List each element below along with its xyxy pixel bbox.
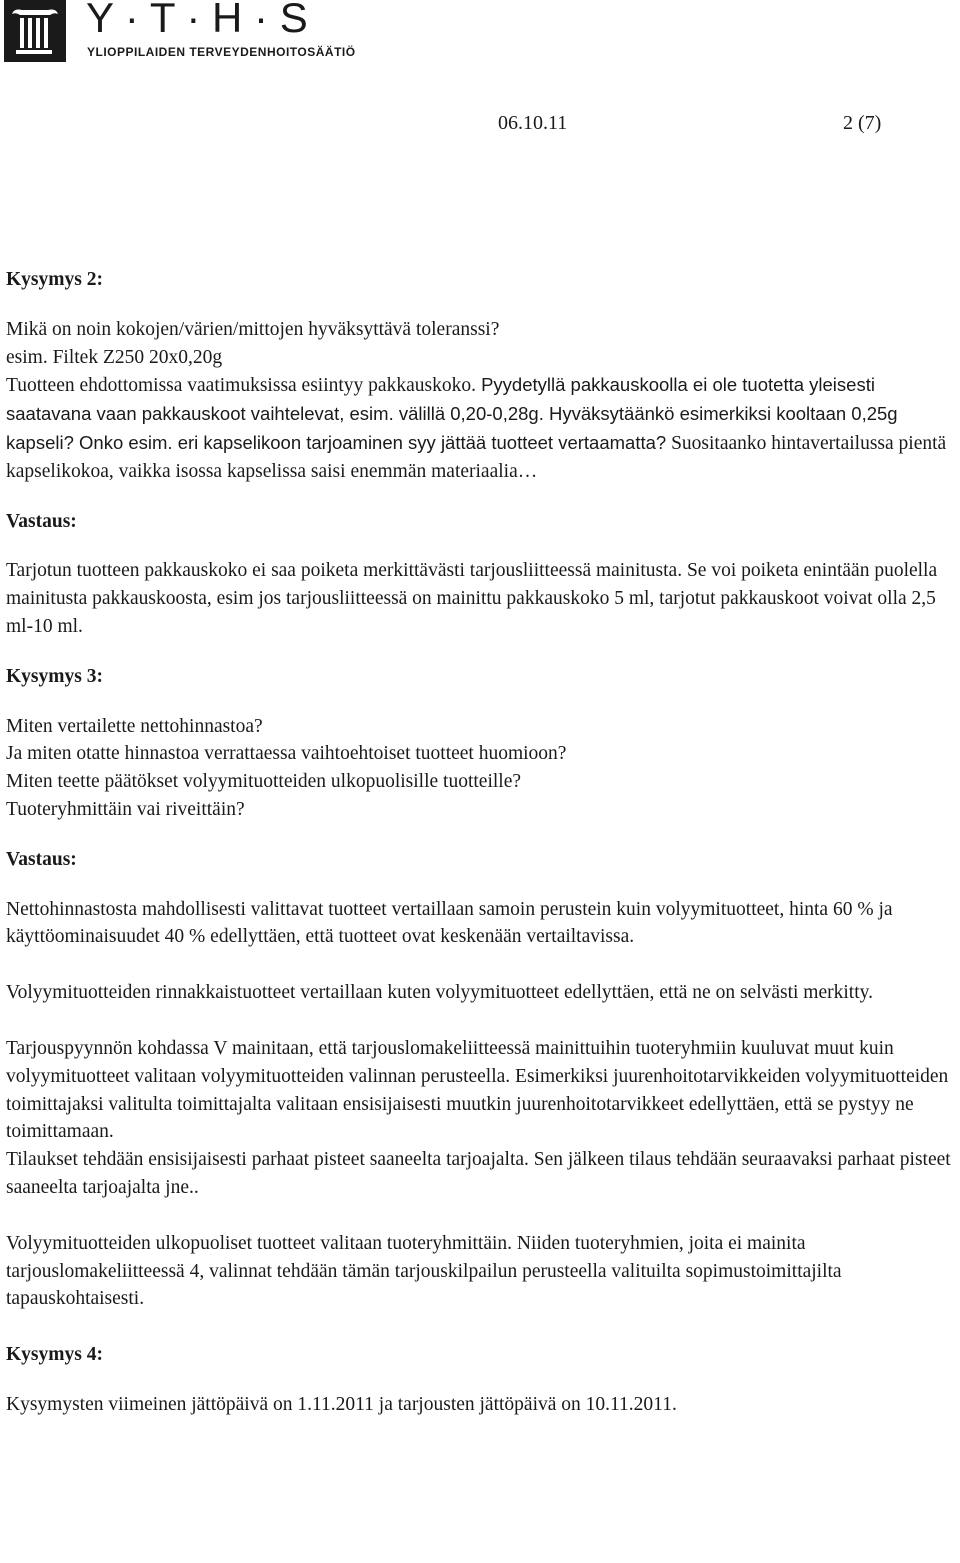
question-2-line: Suositaanko hintavertailussa pientä kapselikokoa, vaikka isossa kapselissa saisi enemmän materiaalia… bbox=[6, 432, 947, 482]
question-2-line: Mikä on noin kokojen/värien/mittojen hyväksyttävä toleranssi? bbox=[6, 318, 500, 340]
question-2-heading: Kysymys 2: bbox=[6, 269, 103, 290]
question-4-line: Kysymysten viimeinen jättöpäivä on 1.11.2011 ja tarjousten jättöpäivä on 10.11.2011. bbox=[6, 1393, 677, 1415]
answer-3-paragraph: Volyymituotteiden rinnakkaistuotteet vertaillaan kuten volyymituotteet edellyttäen, että ne on selvästi merkitty. bbox=[6, 982, 873, 1004]
page-header bbox=[498, 112, 882, 135]
document-date: 06.10.11 bbox=[498, 112, 568, 134]
answer-3-paragraph: Tarjouspyynnön kohdassa V mainitaan, että tarjouslomakeliitteessä mainittuihin tuoteryhmiin kuuluvat muut kuin volyymituotteet valitaan volyymituotteiden valinnan perusteella. Esimerkiksi juurenhoitotarvikkeiden volyymituotteiden toimittajaksi valitulta toimittajalta valitaan ensisijaisesti muutkin juurenhoitotarvikkeet edellyttäen, että se pystyy ne toimittamaan. bbox=[6, 1037, 949, 1143]
question-3-line: Ja miten otatte hinnastoa verrattaessa vaihtoehtoiset tuotteet huomioon? bbox=[6, 743, 567, 765]
document-body bbox=[6, 266, 958, 1419]
question-3-heading: Kysymys 3: bbox=[6, 665, 103, 687]
answer-3-paragraph: Tilaukset tehdään ensisijaisesti parhaat pisteet saaneelta tarjoajalta. Sen jälkeen tilaus tehdään seuraavaksi parhaat pisteet saaneelta tarjoajalta jne.. bbox=[6, 1149, 951, 1198]
answer-3-paragraph: Nettohinnastosta mahdollisesti valittavat tuotteet vertaillaan samoin perustein kuin volyymituotteet, hinta 60 % ja käyttöominaisuudet 40 % edellyttäen, että tuotteet ovat keskenään vertailtavissa. bbox=[6, 898, 893, 948]
answer-2-text: Tarjotun tuotteen pakkauskoko ei saa poiketa merkittävästi tarjousliitteessä mainitusta. Se voi poiketa enintään puolella mainitusta pakkauskoosta, esim jos tarjousliitteessä on mainittu pakkauskoko 5 ml, tarjotut pakkauskoot voivat olla 2,5 ml-10 ml. bbox=[6, 560, 938, 637]
answer-3-paragraph: Volyymituotteiden ulkopuoliset tuotteet valitaan tuoteryhmittäin. Niiden tuoteryhmien, joita ei mainita tarjouslomakeliitteessä 4, valinnat tehdään tämän tarjouskilpailun perusteella valituilta sopimustoimittajilta tapauskohtaisesti. bbox=[6, 1232, 842, 1310]
pillar-logo-icon bbox=[4, 0, 66, 62]
question-3-line: Tuoteryhmittäin vai riveittäin? bbox=[6, 798, 245, 820]
question-2-paragraph bbox=[6, 371, 958, 485]
page-number: 2 (7) bbox=[843, 112, 882, 134]
question-2-line: Tuotteen ehdottomissa vaatimuksissa esiintyy pakkauskoko. bbox=[6, 375, 476, 397]
logo-wordmark: Y · T · H · S bbox=[86, 0, 308, 41]
question-2-line: esim. Filtek Z250 20x0,20g bbox=[6, 346, 223, 368]
answer-3-heading: Vastaus: bbox=[6, 848, 77, 870]
answer-2-heading: Vastaus: bbox=[6, 510, 77, 532]
logo-subtitle: YLIOPPILAIDEN TERVEYDENHOITOSÄÄTIÖ bbox=[87, 45, 356, 59]
yths-logo bbox=[0, 0, 410, 75]
question-3-line: Miten teette päätökset volyymituotteiden ulkopuolisille tuotteille? bbox=[6, 771, 522, 793]
question-3-line: Miten vertailette nettohinnastoa? bbox=[6, 715, 263, 737]
question-2-line: Pyydetyllä pakkauskoolla ei ole tuotetta yleisesti saatavana vaan pakkauskoot vaihtelevat, esim. välillä 0,20-0,28g. Hyväksytäänkö esimerkiksi kooltaan 0,25g kapseli? Onko esim. eri kapselikoon tarjoaminen syy jättää tuotteet vertaamatta? bbox=[6, 374, 898, 453]
question-4-heading: Kysymys 4: bbox=[6, 1344, 103, 1366]
